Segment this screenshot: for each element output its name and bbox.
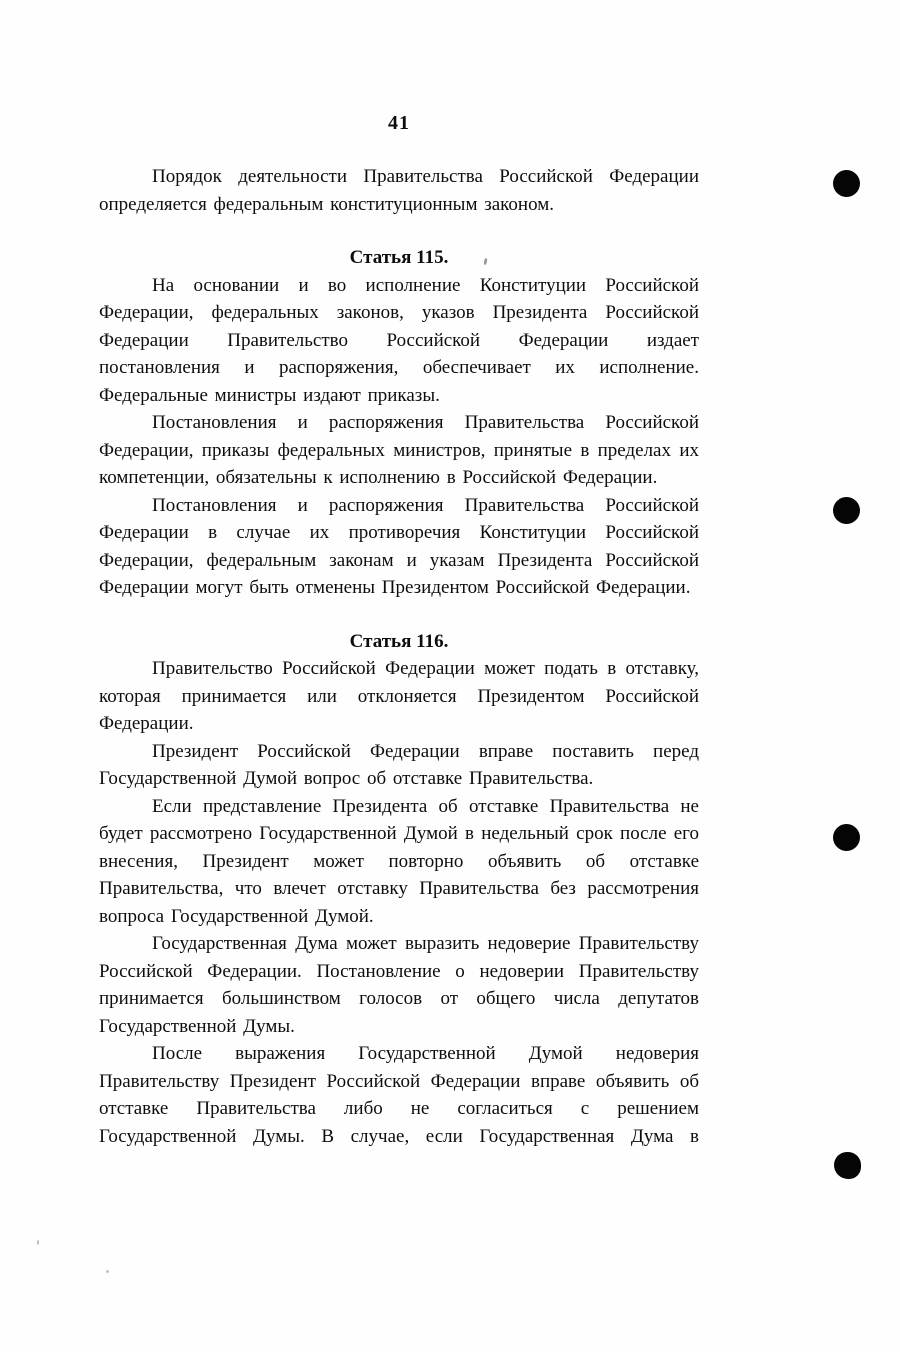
article-116-paragraph-5: После выражения Государственной Думой недоверия Правительству Президент Российской Федерации вправе объявить об отставке Правительства либо не согласиться с решением Государственной Думы. В случае, если Государственная Дума в [99,1043,699,1147]
scan-speckle [106,1270,109,1273]
article-115-heading: Статья 115. [349,247,449,268]
page-content [99,163,699,1150]
article-116-paragraph-4: Государственная Дума может выразить недоверие Правительству Российской Федерации. Постановление о недоверии Правительству принимается большинством голосов от общего числа депутатов Государственной Думы. [99,933,699,1037]
binding-dot [833,170,860,197]
article-116-heading: Статья 116. [349,630,449,652]
article-116-paragraph-3: Если представление Президента об отставке Правительства не будет рассмотрено Государственной Думой в недельный срок после его внесения, Президент может повторно объявить об отставке Правительства, что влечет отставку Правительства без рассмотрения вопроса Государственной Думой. [99,795,699,927]
binding-dot [834,1152,861,1179]
page-number: 41 [388,112,410,134]
article-115-paragraph-1: На основании и во исполнение Конституции Российской Федерации, федеральных законов, указов Президента Российской Федерации Правительство Российской Федерации издает постановления и распоряжения, обеспечивает их исполнение. Федеральные министры издают приказы. [99,274,699,406]
article-116-paragraph-2: Президент Российской Федерации вправе поставить перед Государственной Думой вопрос об отставке Правительства. [99,740,699,789]
intro-paragraph: Порядок деятельности Правительства Российской Федерации определяется федеральным конституционным законом. [99,166,699,215]
binding-dot [833,497,860,524]
article-115-paragraph-3: Постановления и распоряжения Правительства Российской Федерации в случае их противоречия Конституции Российской Федерации, федеральным законам и указам Президента Российской Федерации могут быть отменены Президентом Российской Федерации. [99,494,699,598]
binding-dot [833,824,860,851]
scan-speckle [37,1240,39,1245]
article-116-paragraph-1: Правительство Российской Федерации может подать в отставку, которая принимается или отклоняется Президентом Российской Федерации. [99,658,699,734]
article-115-paragraph-2: Постановления и распоряжения Правительства Российской Федерации, приказы федеральных министров, принятые в пределах их компетенции, обязательны к исполнению в Российской Федерации. [99,412,699,488]
